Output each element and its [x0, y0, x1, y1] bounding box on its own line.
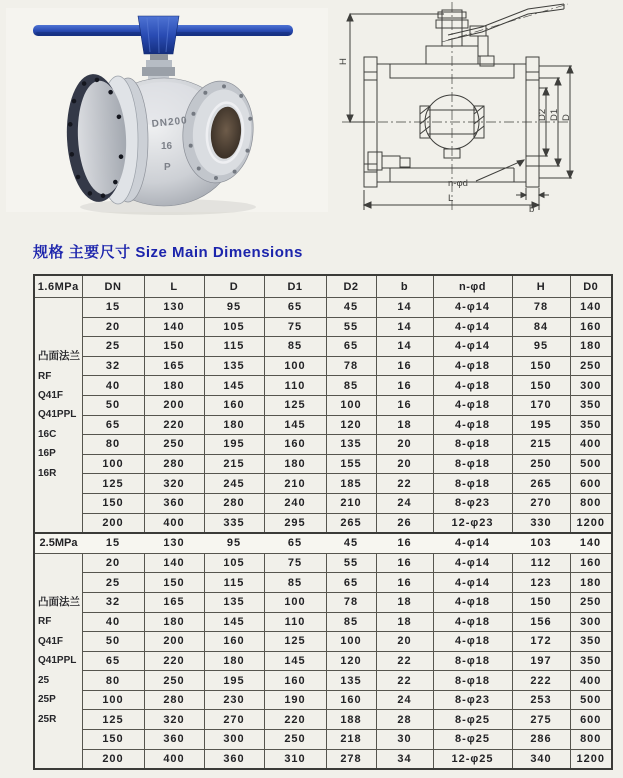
- table-cell: 120: [326, 415, 376, 435]
- label-n-phi-d: n-φd: [448, 178, 468, 189]
- table-cell: 180: [144, 376, 204, 396]
- table-cell: 135: [204, 356, 264, 376]
- table-cell: 145: [204, 376, 264, 396]
- table-cell: 110: [264, 612, 326, 632]
- table-cell: 100: [264, 356, 326, 376]
- table-cell: 4-φ14: [433, 337, 512, 357]
- table-cell: 4-φ14: [433, 553, 512, 573]
- table-cell: 220: [264, 710, 326, 730]
- table-row: [34, 730, 612, 750]
- table-cell: 160: [204, 395, 264, 415]
- table-cell: 250: [144, 435, 204, 455]
- table-cell: 150: [82, 493, 144, 513]
- table-cell: 500: [570, 690, 612, 710]
- table-cell: 14: [376, 298, 433, 318]
- table-cell: 278: [326, 749, 376, 769]
- table-header-row: [34, 275, 612, 298]
- table-cell: 125: [264, 395, 326, 415]
- table-cell: 800: [570, 493, 612, 513]
- table-cell: 400: [144, 749, 204, 769]
- table-cell: 150: [512, 592, 570, 612]
- column-header-cell: L: [144, 275, 204, 298]
- label-L: L: [448, 193, 454, 204]
- table-cell: 12-φ23: [433, 513, 512, 533]
- table-cell: 16: [376, 553, 433, 573]
- table-cell: 300: [204, 730, 264, 750]
- table-cell: 500: [570, 454, 612, 474]
- table-cell: 26: [376, 513, 433, 533]
- table-cell: 8-φ18: [433, 454, 512, 474]
- table-row: [34, 474, 612, 494]
- table-cell: 18: [376, 415, 433, 435]
- table-cell: 150: [144, 337, 204, 357]
- table-cell: 220: [144, 415, 204, 435]
- column-header-cell: DN: [82, 275, 144, 298]
- table-cell: 4-φ14: [433, 298, 512, 318]
- table-row: [34, 356, 612, 376]
- table-cell: 350: [570, 415, 612, 435]
- table-row: [34, 395, 612, 415]
- table-cell: 4-φ14: [433, 533, 512, 553]
- table-cell: 130: [144, 533, 204, 553]
- group-labels-cell: [34, 298, 82, 534]
- table-cell: 8-φ23: [433, 690, 512, 710]
- table-cell: 28: [376, 710, 433, 730]
- table-cell: 8-φ18: [433, 651, 512, 671]
- table-cell: 65: [264, 533, 326, 553]
- group-label: 凸面法兰: [38, 350, 80, 363]
- table-cell: 320: [144, 710, 204, 730]
- dimension-b: [516, 188, 549, 200]
- dimensions-table: [33, 274, 613, 770]
- table-cell: 600: [570, 710, 612, 730]
- table-cell: 4-φ18: [433, 415, 512, 435]
- table-cell: 165: [144, 592, 204, 612]
- table-cell: 100: [326, 632, 376, 652]
- table-cell: 253: [512, 690, 570, 710]
- table-cell: 350: [570, 632, 612, 652]
- table-cell: 215: [204, 454, 264, 474]
- table-row: [34, 553, 612, 573]
- label-D1: D1: [549, 108, 560, 121]
- marking-pn: 16: [161, 141, 173, 152]
- table-cell: 240: [264, 493, 326, 513]
- table-cell: 4-φ18: [433, 356, 512, 376]
- table-cell: 8-φ18: [433, 671, 512, 691]
- table-cell: 65: [82, 415, 144, 435]
- column-header-cell: D0: [570, 275, 612, 298]
- group-label: 16C: [38, 428, 57, 440]
- table-cell: 222: [512, 671, 570, 691]
- table-row: [34, 513, 612, 533]
- table-row: [34, 612, 612, 632]
- table-cell: 150: [144, 573, 204, 593]
- table-row: [34, 671, 612, 691]
- group-label: Q41F: [38, 635, 64, 647]
- table-row: [34, 749, 612, 769]
- table-cell: 8-φ25: [433, 710, 512, 730]
- table-cell: 320: [144, 474, 204, 494]
- group-label: 16R: [38, 467, 57, 479]
- table-cell: 78: [326, 356, 376, 376]
- table-row: [34, 632, 612, 652]
- group-label: RF: [38, 616, 52, 628]
- table-cell: 360: [144, 493, 204, 513]
- table-row: [34, 592, 612, 612]
- table-cell: 230: [204, 690, 264, 710]
- table-cell: 4-φ18: [433, 612, 512, 632]
- table-cell: 180: [204, 415, 264, 435]
- table-cell: 120: [326, 651, 376, 671]
- table-row: [34, 376, 612, 396]
- table-cell: 218: [326, 730, 376, 750]
- dimensions-table-body: [34, 275, 612, 769]
- page-title: 规格 主要尺寸 Size Main Dimensions: [33, 244, 303, 261]
- valve-figures: [0, 0, 623, 235]
- group-labels: [38, 347, 82, 483]
- table-cell: 265: [512, 474, 570, 494]
- table-cell: 55: [326, 553, 376, 573]
- table-cell: 130: [144, 298, 204, 318]
- table-cell: 180: [264, 454, 326, 474]
- table-cell: 250: [512, 454, 570, 474]
- table-cell: 8-φ25: [433, 730, 512, 750]
- table-cell: 800: [570, 730, 612, 750]
- table-cell: 156: [512, 612, 570, 632]
- table-cell: 24: [376, 690, 433, 710]
- table-cell: 140: [570, 533, 612, 553]
- table-cell: 197: [512, 651, 570, 671]
- table-cell: 123: [512, 573, 570, 593]
- table-cell: 80: [82, 671, 144, 691]
- table-cell: 75: [264, 553, 326, 573]
- table-cell: 300: [570, 612, 612, 632]
- table-cell: 270: [512, 493, 570, 513]
- table-cell: 180: [570, 573, 612, 593]
- group-labels-cell: [34, 553, 82, 769]
- table-cell: 280: [144, 690, 204, 710]
- table-cell: 220: [144, 651, 204, 671]
- dimension-n-phi-d: [476, 160, 524, 181]
- table-row: [34, 317, 612, 337]
- table-cell: 125: [82, 474, 144, 494]
- table-cell: 160: [570, 553, 612, 573]
- table-cell: 18: [376, 612, 433, 632]
- table-cell: 85: [326, 612, 376, 632]
- table-cell: 22: [376, 651, 433, 671]
- table-cell: 40: [82, 376, 144, 396]
- table-cell: 400: [570, 671, 612, 691]
- column-header-cell: D2: [326, 275, 376, 298]
- table-cell: 300: [570, 376, 612, 396]
- table-cell: 16: [376, 533, 433, 553]
- table-cell: 8-φ18: [433, 435, 512, 455]
- group-label: 25R: [38, 713, 57, 725]
- table-cell: 25: [82, 573, 144, 593]
- table-cell: 95: [204, 533, 264, 553]
- table-cell: 65: [82, 651, 144, 671]
- table-cell: 165: [144, 356, 204, 376]
- table-cell: 4-φ18: [433, 376, 512, 396]
- group-label: 16P: [38, 448, 56, 460]
- table-cell: 400: [144, 513, 204, 533]
- table-cell: 200: [144, 632, 204, 652]
- table-cell: 75: [264, 317, 326, 337]
- table-cell: 350: [570, 651, 612, 671]
- table-cell: 4-φ18: [433, 632, 512, 652]
- table-cell: 100: [264, 592, 326, 612]
- table-cell: 160: [264, 435, 326, 455]
- table-cell: 215: [512, 435, 570, 455]
- table-cell: 125: [264, 632, 326, 652]
- table-cell: 20: [82, 317, 144, 337]
- group-labels: [38, 593, 82, 729]
- table-cell: 4-φ14: [433, 317, 512, 337]
- table-row: [34, 533, 612, 553]
- ball-valve-photo: [6, 2, 328, 236]
- table-cell: 180: [570, 337, 612, 357]
- group-label: Q41PPL: [38, 655, 77, 667]
- table-cell: 105: [204, 553, 264, 573]
- table-cell: 135: [204, 592, 264, 612]
- table-cell: 200: [82, 749, 144, 769]
- column-header-cell: b: [376, 275, 433, 298]
- table-cell: 105: [204, 317, 264, 337]
- table-cell: 286: [512, 730, 570, 750]
- table-cell: 155: [326, 454, 376, 474]
- table-cell: 125: [82, 710, 144, 730]
- table-cell: 55: [326, 317, 376, 337]
- table-cell: 195: [204, 435, 264, 455]
- table-cell: 310: [264, 749, 326, 769]
- table-cell: 84: [512, 317, 570, 337]
- table-cell: 34: [376, 749, 433, 769]
- table-cell: 210: [326, 493, 376, 513]
- table-cell: 1200: [570, 513, 612, 533]
- table-cell: 150: [512, 356, 570, 376]
- table-cell: 20: [376, 454, 433, 474]
- table-cell: 14: [376, 317, 433, 337]
- table-cell: 16: [376, 573, 433, 593]
- table-cell: 15: [82, 533, 144, 553]
- group-label: 25: [38, 674, 50, 686]
- table-row: [34, 573, 612, 593]
- table-cell: 400: [570, 435, 612, 455]
- table-cell: 50: [82, 395, 144, 415]
- label-b: b: [529, 204, 535, 215]
- table-cell: 112: [512, 553, 570, 573]
- table-cell: 4-φ14: [433, 573, 512, 593]
- table-row: [34, 298, 612, 318]
- table-cell: 4-φ18: [433, 395, 512, 415]
- table-cell: 200: [144, 395, 204, 415]
- table-cell: 4-φ18: [433, 592, 512, 612]
- group-label: Q41F: [38, 389, 64, 401]
- table-cell: 160: [570, 317, 612, 337]
- pressure-label-cell: 1.6MPa: [34, 275, 82, 298]
- table-cell: 195: [512, 415, 570, 435]
- table-cell: 14: [376, 337, 433, 357]
- column-header-cell: D1: [264, 275, 326, 298]
- table-cell: 25: [82, 337, 144, 357]
- drawing-ball: [420, 95, 484, 158]
- table-row: [34, 337, 612, 357]
- table-cell: 1200: [570, 749, 612, 769]
- group-label: RF: [38, 370, 52, 382]
- group-label: Q41PPL: [38, 409, 77, 421]
- table-cell: 330: [512, 513, 570, 533]
- table-cell: 275: [512, 710, 570, 730]
- table-cell: 185: [326, 474, 376, 494]
- table-cell: 95: [204, 298, 264, 318]
- label-D: D: [561, 114, 572, 121]
- drawing-stem: [436, 10, 494, 66]
- table-cell: 360: [144, 730, 204, 750]
- table-cell: 170: [512, 395, 570, 415]
- table-cell: 295: [264, 513, 326, 533]
- table-cell: 12-φ25: [433, 749, 512, 769]
- table-cell: 280: [204, 493, 264, 513]
- table-cell: 65: [326, 337, 376, 357]
- table-cell: 135: [326, 435, 376, 455]
- table-row: [34, 493, 612, 513]
- table-row: [34, 454, 612, 474]
- table-cell: 65: [326, 573, 376, 593]
- table-cell: 22: [376, 671, 433, 691]
- group-label: 25P: [38, 694, 56, 706]
- table-cell: 80: [82, 435, 144, 455]
- table-cell: 20: [376, 632, 433, 652]
- table-cell: 32: [82, 356, 144, 376]
- table-cell: 15: [82, 298, 144, 318]
- column-header-cell: D: [204, 275, 264, 298]
- table-cell: 172: [512, 632, 570, 652]
- table-cell: 45: [326, 298, 376, 318]
- table-cell: 78: [326, 592, 376, 612]
- table-cell: 280: [144, 454, 204, 474]
- table-cell: 160: [264, 671, 326, 691]
- table-cell: 16: [376, 395, 433, 415]
- table-cell: 270: [204, 710, 264, 730]
- table-cell: 32: [82, 592, 144, 612]
- table-cell: 115: [204, 337, 264, 357]
- table-cell: 195: [204, 671, 264, 691]
- table-cell: 265: [326, 513, 376, 533]
- table-cell: 180: [204, 651, 264, 671]
- table-cell: 150: [512, 376, 570, 396]
- table-cell: 188: [326, 710, 376, 730]
- table-cell: 30: [376, 730, 433, 750]
- column-header-cell: n-φd: [433, 275, 512, 298]
- pressure-label-cell: 2.5MPa: [34, 533, 82, 553]
- table-cell: 135: [326, 671, 376, 691]
- table-cell: 200: [82, 513, 144, 533]
- table-cell: 85: [264, 337, 326, 357]
- table-cell: 250: [570, 592, 612, 612]
- drawing-body: [377, 46, 526, 182]
- table-cell: 340: [512, 749, 570, 769]
- table-cell: 145: [204, 612, 264, 632]
- table-cell: 8-φ23: [433, 493, 512, 513]
- valve-section-drawing: [330, 0, 622, 228]
- marking-p: P: [164, 162, 171, 173]
- table-cell: 210: [264, 474, 326, 494]
- table-cell: 160: [204, 632, 264, 652]
- table-cell: 18: [376, 592, 433, 612]
- table-cell: 110: [264, 376, 326, 396]
- table-cell: 95: [512, 337, 570, 357]
- group-label: 凸面法兰: [38, 596, 80, 609]
- table-cell: 140: [144, 317, 204, 337]
- table-cell: 16: [376, 356, 433, 376]
- label-H: H: [338, 58, 349, 65]
- table-cell: 100: [82, 454, 144, 474]
- table-row: [34, 651, 612, 671]
- table-cell: 250: [264, 730, 326, 750]
- table-cell: 65: [264, 298, 326, 318]
- table-cell: 100: [326, 395, 376, 415]
- table-cell: 245: [204, 474, 264, 494]
- table-row: [34, 710, 612, 730]
- table-cell: 20: [376, 435, 433, 455]
- table-cell: 20: [82, 553, 144, 573]
- marking-dn: DN200: [151, 115, 189, 130]
- drawing-drain-plug: [368, 152, 410, 170]
- table-cell: 350: [570, 395, 612, 415]
- table-row: [34, 435, 612, 455]
- table-cell: 360: [204, 749, 264, 769]
- table-cell: 8-φ18: [433, 474, 512, 494]
- table-cell: 100: [82, 690, 144, 710]
- table-cell: 40: [82, 612, 144, 632]
- table-cell: 50: [82, 632, 144, 652]
- label-D2: D2: [537, 108, 548, 121]
- table-cell: 16: [376, 376, 433, 396]
- table-cell: 150: [82, 730, 144, 750]
- column-header-cell: H: [512, 275, 570, 298]
- table-cell: 45: [326, 533, 376, 553]
- table-cell: 160: [326, 690, 376, 710]
- table-cell: 180: [144, 612, 204, 632]
- table-cell: 140: [570, 298, 612, 318]
- table-cell: 145: [264, 415, 326, 435]
- table-cell: 85: [264, 573, 326, 593]
- table-cell: 190: [264, 690, 326, 710]
- table-cell: 78: [512, 298, 570, 318]
- table-cell: 250: [570, 356, 612, 376]
- table-cell: 24: [376, 493, 433, 513]
- table-cell: 85: [326, 376, 376, 396]
- table-cell: 145: [264, 651, 326, 671]
- table-cell: 103: [512, 533, 570, 553]
- table-row: [34, 690, 612, 710]
- table-cell: 140: [144, 553, 204, 573]
- table-row: [34, 415, 612, 435]
- table-cell: 250: [144, 671, 204, 691]
- table-cell: 335: [204, 513, 264, 533]
- table-cell: 600: [570, 474, 612, 494]
- table-cell: 22: [376, 474, 433, 494]
- table-cell: 115: [204, 573, 264, 593]
